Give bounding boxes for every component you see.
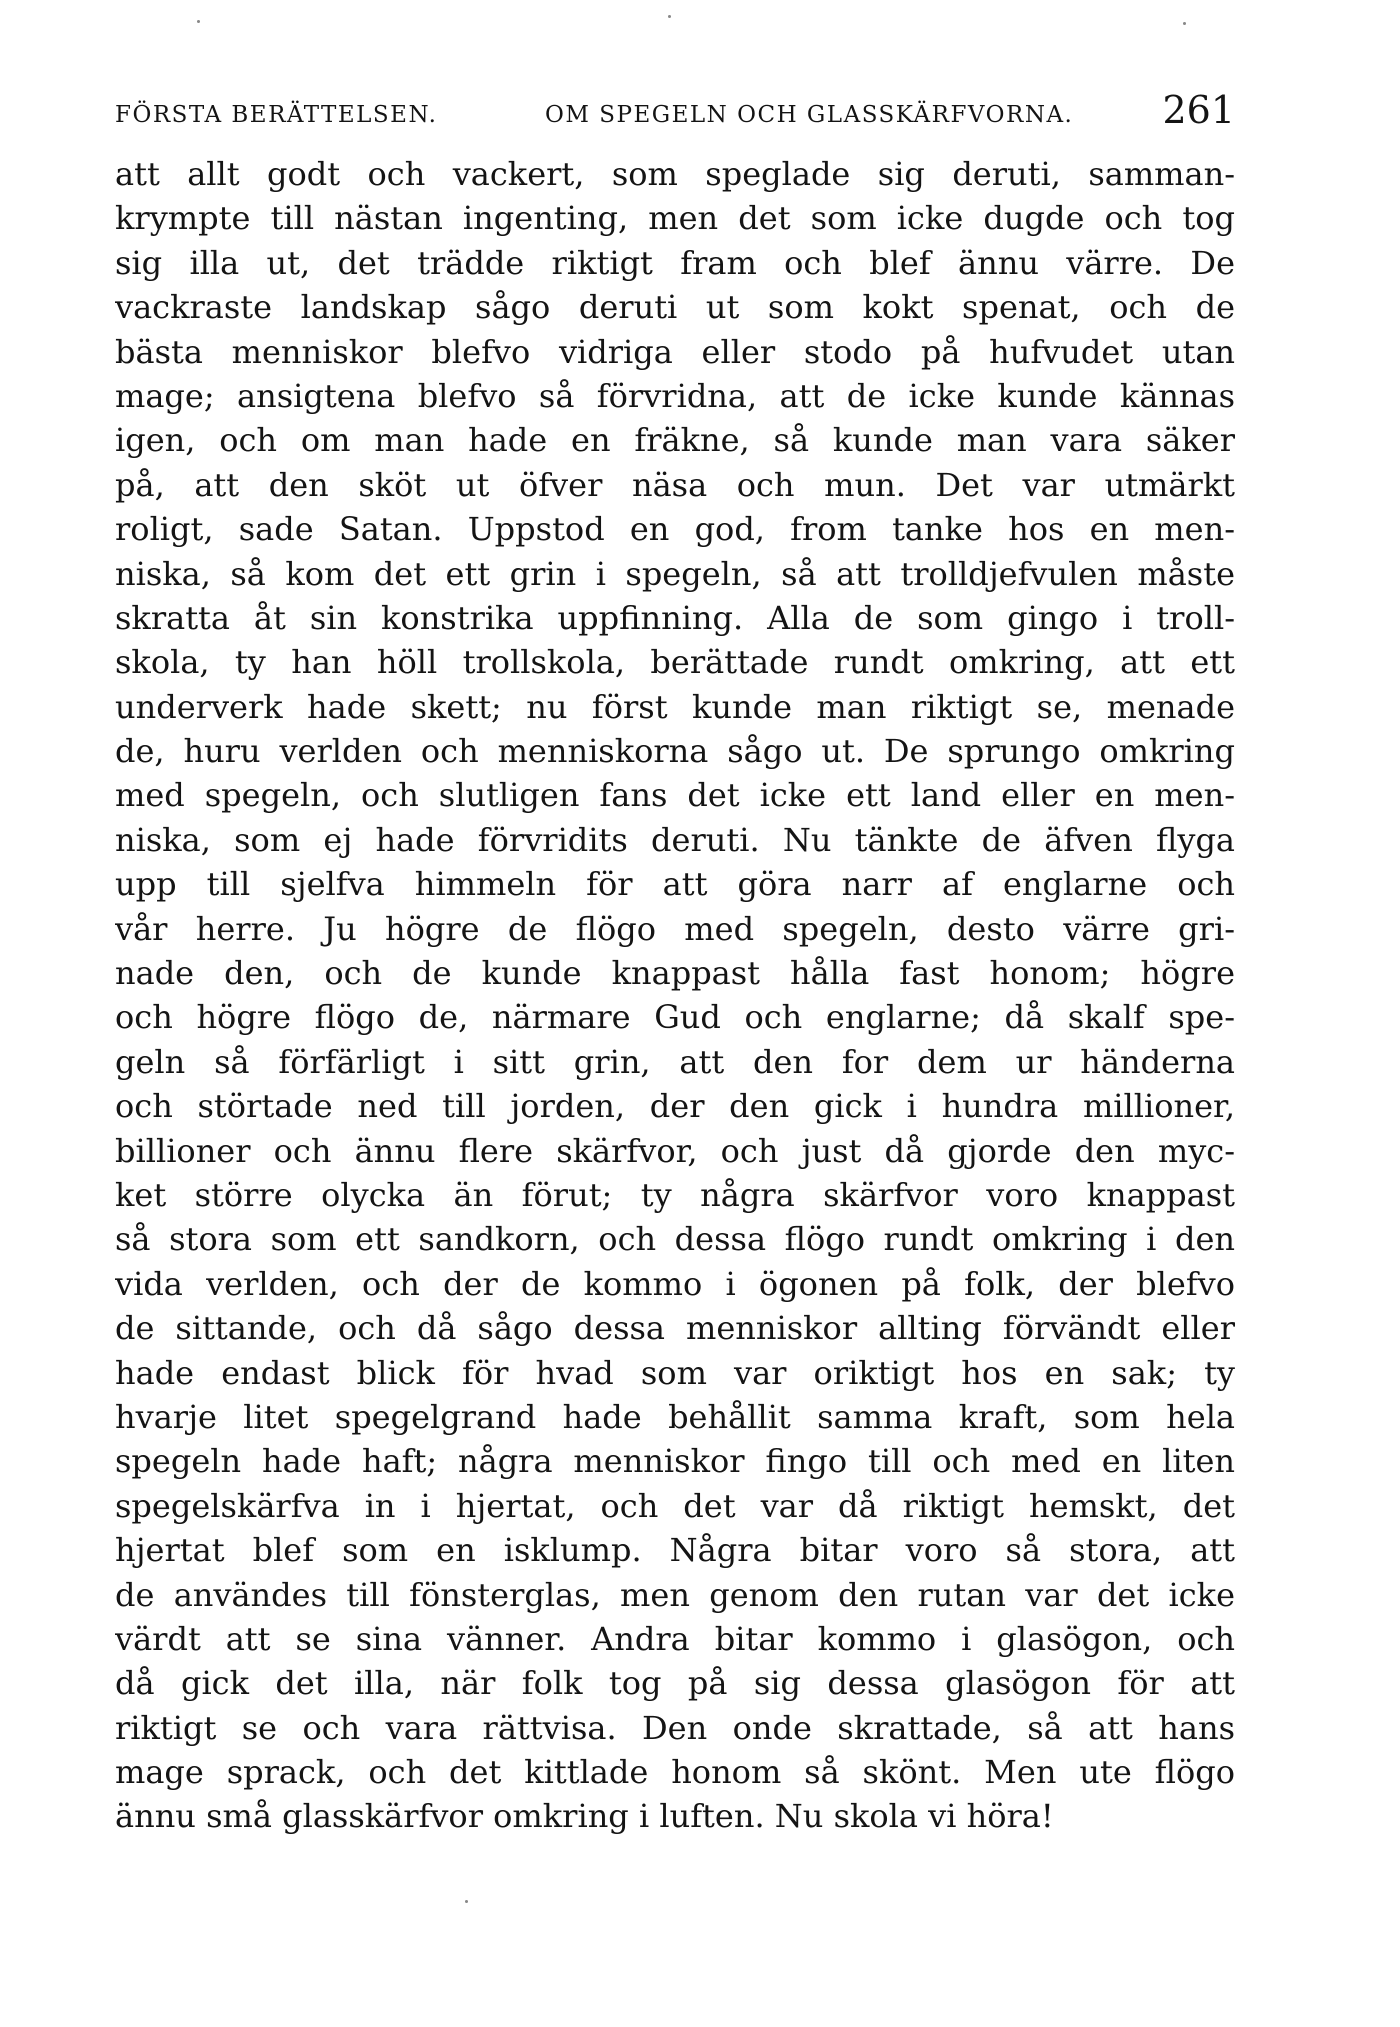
text-line: geln så förfärligt i sitt grin, att den for dem ur händerna [115, 1042, 1235, 1081]
text-line: ket större olycka än förut; ty några skärfvor voro knappast [115, 1175, 1235, 1214]
text-line: sig illa ut, det trädde riktigt fram och blef ännu värre. De [115, 243, 1235, 282]
text-line: skratta åt sin konstrika uppfinning. Alla de som gingo i troll- [115, 598, 1235, 637]
text-line: spegelskärfva in i hjertat, och det var då riktigt hemskt, det [115, 1486, 1235, 1525]
body-text [115, 152, 1235, 1839]
text-line: spegeln hade haft; några menniskor fingo till och med en liten [115, 1442, 1235, 1481]
paper-speck [197, 20, 200, 23]
text-line: niska, så kom det ett grin i spegeln, så att trolldjefvulen måste [115, 554, 1235, 593]
text-line: vida verlden, och der de kommo i ögonen på folk, der blefvo [115, 1264, 1235, 1303]
text-line: att allt godt och vackert, som speglade sig deruti, samman- [115, 155, 1235, 193]
text-line: underverk hade skett; nu först kunde man riktigt se, menade [115, 687, 1235, 726]
text-line: krympte till nästan ingenting, men det som icke dugde och tog [115, 199, 1235, 238]
paper-speck [668, 15, 671, 18]
text-line: så stora som ett sandkorn, och dessa flögo rundt omkring i den [115, 1220, 1235, 1259]
text-line: mage; ansigtena blefvo så förvridna, att de icke kunde kännas [115, 376, 1235, 415]
text-line: värdt att se sina vänner. Andra bitar kommo i glasögon, och [115, 1619, 1235, 1658]
text-line: på, att den sköt ut öfver näsa och mun. Det var utmärkt [115, 465, 1235, 504]
text-line: upp till sjelfva himmeln för att göra narr af englarne och [115, 865, 1235, 904]
text-line: roligt, sade Satan. Uppstod en god, from tanke hos en men- [115, 510, 1235, 549]
text-line: då gick det illa, när folk tog på sig dessa glasögon för att [115, 1664, 1235, 1703]
text-line: de, huru verlden och menniskorna sågo ut. De sprungo omkring [115, 732, 1235, 771]
text-line: hjertat blef som en isklump. Några bitar voro så stora, att [115, 1531, 1235, 1570]
text-line: ännu små glasskärfvor omkring i luften. Nu skola vi höra! [115, 1797, 1054, 1836]
text-line: och störtade ned till jorden, der den gick i hundra millioner, [115, 1087, 1235, 1126]
text-line: och högre flögo de, närmare Gud och englarne; då skalf spe- [115, 998, 1235, 1037]
text-line: hvarje litet spegelgrand hade behållit samma kraft, som hela [115, 1397, 1235, 1436]
text-line: de användes till fönsterglas, men genom den rutan var det icke [115, 1575, 1235, 1614]
text-line: vackraste landskap sågo deruti ut som kokt spenat, och de [115, 288, 1235, 327]
page-number: 261 [1162, 88, 1235, 132]
text-line: med spegeln, och slutligen fans det icke ett land eller en men- [115, 776, 1235, 815]
text-line: niska, som ej hade förvridits deruti. Nu tänkte de äfven flyga [115, 820, 1235, 859]
text-line: riktigt se och vara rättvisa. Den onde skrattade, så att hans [115, 1708, 1235, 1747]
text-line: billioner och ännu flere skärfvor, och just då gjorde den myc- [115, 1131, 1235, 1170]
chapter-heading: FÖRSTA BERÄTTELSEN. [115, 102, 438, 128]
story-heading: OM SPEGELN OCH GLASSKÄRFVORNA. [545, 102, 1074, 128]
text-line: vår herre. Ju högre de flögo med spegeln, desto värre gri- [115, 909, 1235, 948]
text-line: bästa menniskor blefvo vidriga eller stodo på hufvudet utan [115, 332, 1235, 371]
text-line: skola, ty han höll trollskola, berättade rundt omkring, att ett [115, 643, 1235, 682]
text-line: de sittande, och då sågo dessa menniskor allting förvändt eller [115, 1309, 1235, 1348]
text-line: nade den, och de kunde knappast hålla fast honom; högre [115, 954, 1235, 993]
text-line: mage sprack, och det kittlade honom så skönt. Men ute flögo [115, 1753, 1235, 1792]
paper-speck [465, 1900, 468, 1903]
running-head [115, 88, 1235, 144]
text-line: hade endast blick för hvad som var oriktigt hos en sak; ty [115, 1353, 1235, 1392]
paper-speck [1183, 22, 1186, 25]
text-line: igen, och om man hade en fräkne, så kunde man vara säker [115, 421, 1235, 460]
